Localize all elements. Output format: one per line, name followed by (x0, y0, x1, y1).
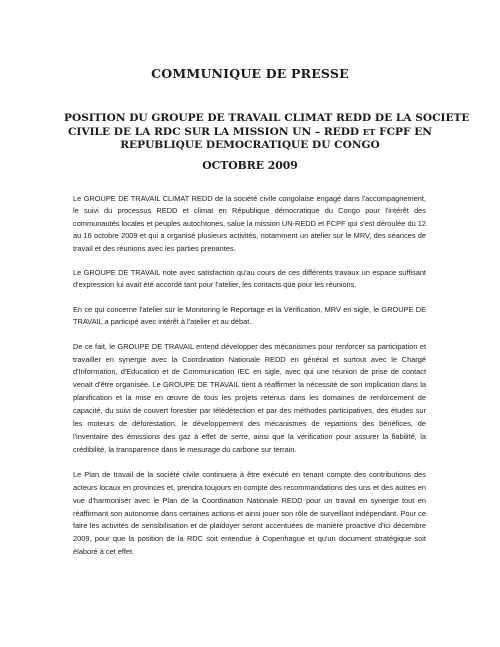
document-date: OCTOBRE 2009 (202, 159, 298, 172)
heading-line-1: POSITION DU GROUPE DE TRAVAIL CLIMAT REDD DE LA SOCIETE (64, 112, 470, 124)
heading-line-3: REPUBLIQUE DEMOCRATIQUE DU CONGO (120, 139, 380, 151)
document-heading (64, 112, 470, 153)
press-release-title: COMMUNIQUE DE PRESSE (151, 66, 349, 81)
document-body (73, 193, 426, 559)
heading-line-2-part-a: CIVILE DE LA RDC SUR LA MISSION UN – REDD (68, 125, 363, 138)
paragraph-2: Le GROUPE DE TRAVAIL note avec satisfaction qu'au cours de ces différents travaux un espace suffisant d'expression lui avait été accordé tant pour l'atelier, les contacts que pour les réunions. (73, 268, 426, 290)
paragraph-3: En ce qui concerne l'atelier sur le Monitoring le Reportage et la Vérification, MRV en sigle, le GROUPE DE TRAVAIL a participé avec intérêt à l'atelier et au débat. (73, 304, 426, 327)
heading-line-2-et: ET (362, 126, 376, 137)
heading-line-2-part-b: FCPF EN (375, 125, 432, 138)
paragraph-4: De ce fait, le GROUPE DE TRAVAIL entend développer des mécanismes pour renforcer sa participation et travailler en synergie avec la Coordination Nationale REDD en général et surtout avec le Chargé d'Information, d'Education et de Communication IEC en sigle, avec qui une réunion de prise de contact venait d'être organisée. Le GROUPE DE TRAVAIL tient à réaffirmer la nécessité de son implication dans la planification et la mise en œuvre de tous les projets retenus dans les domaines de renforcement de capacité, du suivi de couvert forestier par télédétection et par des méthodes participatives, des études sur les moteurs de déforestation, le développement des mécanismes de repartions des bénéfices, de l'inventaire des émissions des gaz à effet de serre, ainsi que la vérification pour assurer la fiabilité, la crédibilité, la transparence dans le mesurage du carbone sur terrain. (73, 341, 426, 454)
heading-line-2 (64, 126, 436, 140)
paragraph-1: Le GROUPE DE TRAVAIL CLIMAT REDD de la société civile congolaise engagé dans l'accompagnement, le suivi du processus REDD et climat en République démocratique du Congo pour l'intérêt des communautés locales et peuples autochtones, salue la mission UN-REDD et FCPF qui s'est déroulée du 12 au 16 octobre 2009 et qui a organisé plusieurs activités, notamment un atelier sur le MRV, des séances de travail et des réunions avec les parties prenantes. (73, 194, 426, 253)
paragraph-5: Le Plan de travail de la société civile continuera à être exécuté en tenant compte des contributions des acteurs locaux en provinces et, prendra toujours en compte des recommandations des uns et des autres en vue d'harmoniser avec le Plan de la Coordination Nationale REDD pour un travail en synergie tout en réaffirmant son autonomie dans certaines actions et ainsi jouer son rôle de surveillant indépendant. Pour ce faire les activités de sensibilisation et de plaidoyer seront accentuées de manière proactive d'ici décembre 2009, pour que la position de la RDC soit entendue à Copenhague et qu'un document stratégique soit élaboré à cet effet. (73, 469, 426, 557)
